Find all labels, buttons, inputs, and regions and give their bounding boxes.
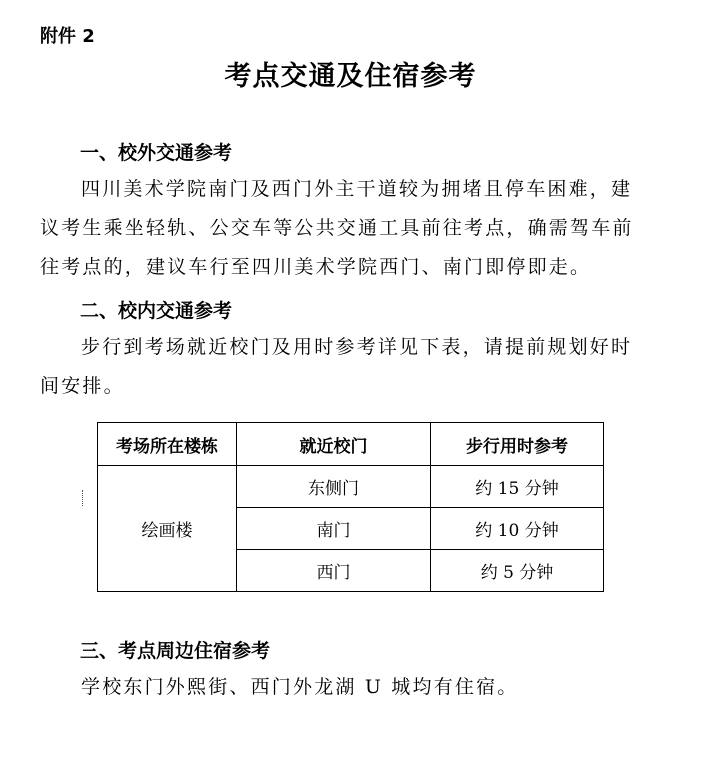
- table-header-building: 考场所在楼栋: [98, 423, 237, 466]
- walking-time-table-wrapper: [97, 422, 604, 592]
- section-heading-accommodation: 三、考点周边住宿参考: [80, 640, 271, 662]
- table-cell-time: 约 15 分钟: [431, 466, 604, 508]
- document-title: 考点交通及住宿参考: [224, 61, 477, 92]
- table-header-row: [98, 423, 604, 466]
- table-cell-time: 约 5 分钟: [431, 550, 604, 592]
- section-heading-off-campus: 一、校外交通参考: [80, 142, 233, 164]
- section-paragraph-off-campus: 四川美术学院南门及西门外主干道较为拥堵且停车困难，建议考生乘坐轻轨、公交车等公共交通工具前往考点，确需驾车前往考点的，建议车行至四川美术学院西门、南门即停即走。: [40, 178, 634, 278]
- table-cell-building: 绘画楼: [98, 466, 237, 592]
- table-cell-gate: 东侧门: [237, 466, 431, 508]
- table-header-time: 步行用时参考: [431, 423, 604, 466]
- table-cell-gate: 西门: [237, 550, 431, 592]
- section-heading-on-campus: 二、校内交通参考: [80, 300, 233, 322]
- table-row: [98, 466, 604, 508]
- margin-mark: [82, 490, 84, 506]
- table-header-gate: 就近校门: [237, 423, 431, 466]
- table-cell-time: 约 10 分钟: [431, 508, 604, 550]
- walking-time-table: [97, 422, 604, 592]
- attachment-label: 附件 2: [40, 26, 95, 47]
- table-cell-gate: 南门: [237, 508, 431, 550]
- section-paragraph-on-campus: 步行到考场就近校门及用时参考详见下表，请提前规划好时间安排。: [40, 336, 633, 397]
- section-paragraph-accommodation: 学校东门外熙街、西门外龙湖 U 城均有住宿。: [81, 676, 519, 698]
